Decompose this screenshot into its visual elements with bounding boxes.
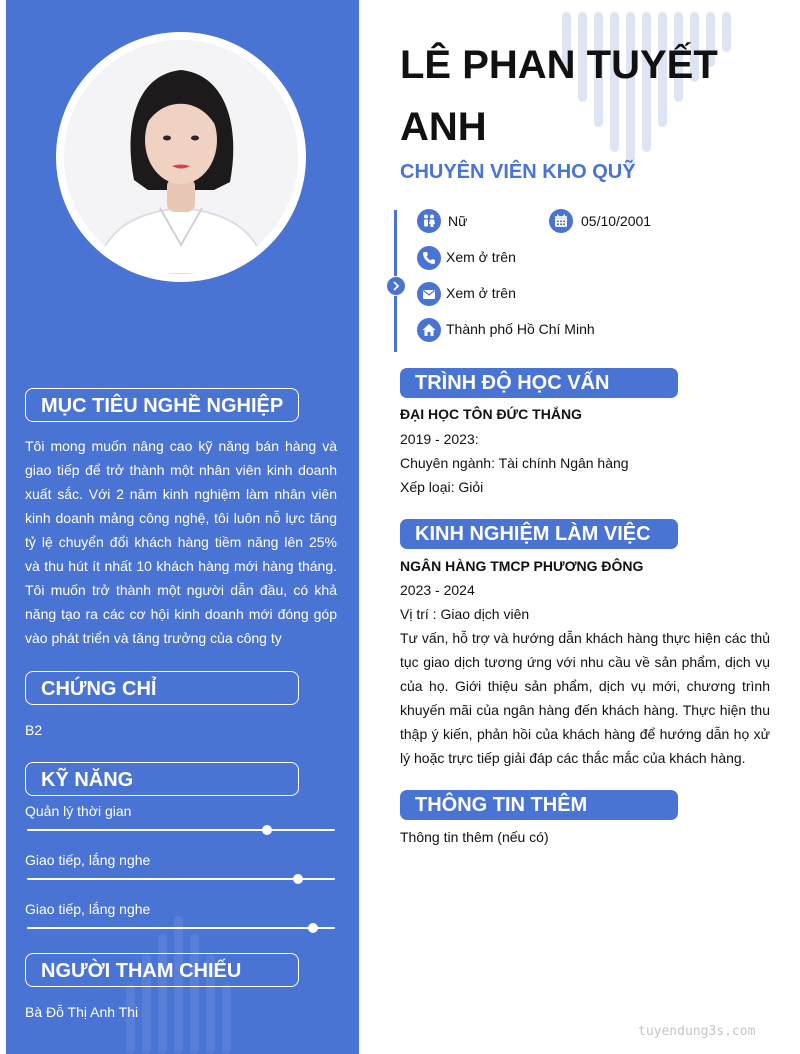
school-name: ĐẠI HỌC TÔN ĐỨC THẮNG	[400, 406, 582, 422]
candidate-name: LÊ PHAN TUYẾT ANH	[400, 43, 718, 149]
skill-label: Giao tiếp, lắng nghe	[25, 852, 151, 868]
watermark: tuyendung3s.com	[638, 1024, 756, 1039]
email-value: Xem ở trên	[446, 285, 516, 301]
education-grade: Xếp loại: Giỏi	[400, 479, 484, 495]
experience-description: Tư vấn, hỗ trợ và hướng dẫn khách hàng thực hiện các thủ tục giao dịch tương ứng với nhu cầu về sản phẩm, dịch vụ của họ. Giới thiệu sản phẩm, dịch vụ mới, chương trình khuyến mãi của ngân hàng đến khách hàng. Thực hiện thu thập ý kiến, phản hồi của khách hàng để hướng dẫn họ xử lý hoặc trực tiếp giải đáp các thắc mắc của khách hàng.	[400, 630, 770, 766]
email-icon	[417, 282, 441, 306]
skill-label: Quản lý thời gian	[25, 803, 132, 819]
objective-text: Tôi mong muốn nâng cao kỹ năng bán hàng và giao tiếp để trở thành một nhân viên kinh doanh xuất sắc. Với 2 năm kinh nghiệm làm nhân viên kinh doanh mảng công nghệ, tôi luôn nỗ lực tăng tỷ lệ chuyển đổi khách hàng tiềm năng lên 25% và thu hút ít nhất 10 khách hàng mới hàng tháng. Tôi muốn trở thành một người dẫn đầu, có khả năng tạo ra các cơ hội kinh doanh mới đóng góp vào phát triển và tăng trưởng của công ty	[25, 438, 337, 646]
job-title: CHUYÊN VIÊN KHO QUỸ	[400, 161, 636, 183]
experience-years: 2023 - 2024	[400, 582, 475, 598]
education-heading: TRÌNH ĐỘ HỌC VẤN	[400, 368, 678, 398]
additional-heading: THÔNG TIN THÊM	[400, 790, 678, 820]
birthdate-value: 05/10/2001	[581, 213, 652, 229]
education-years: 2019 - 2023:	[400, 431, 479, 447]
certificates-heading: CHỨNG CHỈ	[25, 671, 299, 705]
objective-heading: MỤC TIÊU NGHỀ NGHIỆP	[25, 388, 299, 422]
phone-value: Xem ở trên	[446, 249, 516, 265]
references-heading: NGƯỜI THAM CHIẾU	[25, 953, 299, 987]
company-name: NGÂN HÀNG TMCP PHƯƠNG ĐÔNG	[400, 558, 644, 574]
certificate-value: B2	[25, 722, 43, 738]
skills-heading: KỸ NĂNG	[25, 762, 299, 796]
chevron-right-icon	[386, 276, 406, 296]
gender-icon	[417, 209, 441, 233]
reference-value: Bà Đỗ Thị Anh Thi	[25, 1004, 139, 1020]
home-icon	[417, 318, 441, 342]
experience-heading: KINH NGHIỆM LÀM VIỆC	[400, 519, 678, 549]
additional-text: Thông tin thêm (nếu có)	[400, 829, 549, 845]
experience-position: Vị trí : Giao dịch viên	[400, 606, 530, 622]
skill-label: Giao tiếp, lắng nghe	[25, 901, 151, 917]
gender-value: Nữ	[448, 213, 468, 229]
education-major: Chuyên ngành: Tài chính Ngân hàng	[400, 455, 629, 471]
address-value: Thành phố Hồ Chí Minh	[446, 321, 595, 337]
phone-icon	[417, 246, 441, 270]
calendar-icon	[549, 209, 573, 233]
